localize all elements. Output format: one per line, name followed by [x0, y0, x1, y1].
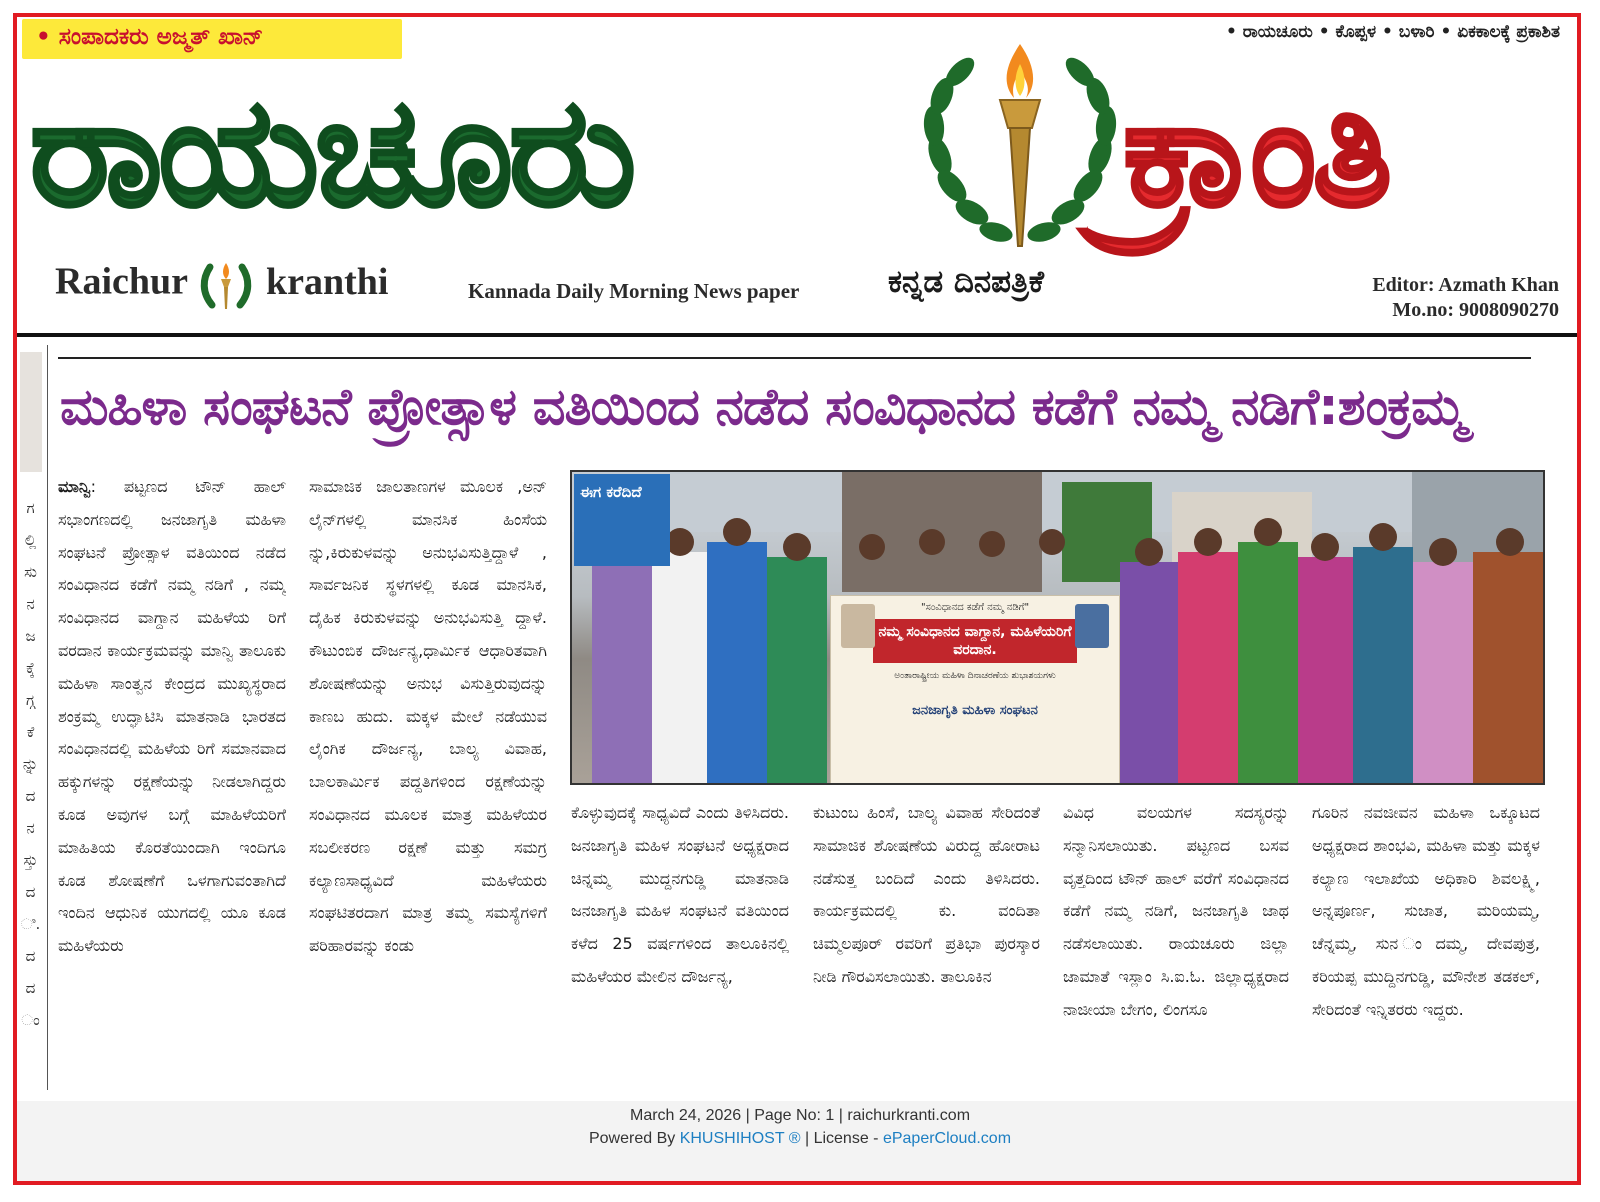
sliver-char: ಜ [25, 627, 36, 645]
latin-name-left: Raichur [55, 260, 188, 303]
article-column-3 [571, 797, 789, 1095]
tagline: Kannada Daily Morning News paper [468, 279, 800, 303]
article-column-2 [309, 471, 547, 1095]
license-label: | License - [800, 1130, 883, 1147]
powered-by-label: Powered By [588, 1130, 680, 1147]
sliver-char: ದ [25, 979, 36, 997]
column-2-text: ಸಾಮಾಜಿಕ ಜಾಲತಾಣಗಳ ಮೂಲಕ ,ಅನ್ ಲೈನ್‌ಗಳಲ್ಲಿ ಮಾನಸಿಕ ಹಿಂಸೆಯ ನ್ನು,ಕಿರುಕುಳವನ್ನು ಅನುಭವಿಸುತ್ತಿದ್ದಾಳೆ , ಸಾರ್ವಜನಿಕ ಸ್ಥಳಗಳಲ್ಲಿ ಕೂಡ ಮಾನಸಿಕ, ದೈಹಿಕ ಕಿರುಕುಳವನ್ನು ಅನುಭವಿಸುತ್ತಿ ದ್ದಾಳೆ. ಕೌಟುಂಬಿಕ ದೌರ್ಜನ್ಯ,ಧಾರ್ಮಿಕ ಆಧಾರಿತವಾಗಿ ಶೋಷಣೆಯನ್ನು ಅನುಭ ವಿಸುತ್ತಿರುವುದನ್ನು ಕಾಣಬ ಹುದು. ಮಕ್ಕಳ ಮೇಲೆ ನಡೆಯುವ ಲೈಂಗಿಕ ದೌರ್ಜನ್ಯ, ಬಾಲ್ಯ ವಿವಾಹ, ಬಾಲಕಾರ್ಮಿಕ ಪದ್ದತಿಗಳಿಂದ ರಕ್ಷಣೆಯನ್ನು ಸಂವಿಧಾನದ ಮೂಲಕ ಮಾತ್ರ ಮಹಿಳೆಯರ ಸಬಲೀಕರಣ ರಕ್ಷಣೆ ಮತ್ತು ಸಮಗ್ರ ಕಲ್ಯಾಣಸಾಧ್ಯವಿದೆ ಮಹಿಳೆಯರು ಸಂಘಟಿತರದಾಗ ಮಾತ್ರ ತಮ್ಮ ಸಮಸ್ಯೆಗಳಿಗೆ ಪರಿಹಾರವನ್ನು ಕಂಡು [309, 477, 547, 956]
sliver-char: ಗ್ಗ [26, 691, 35, 709]
epapercloud-link[interactable]: ePaperCloud.com [882, 1130, 1012, 1147]
sliver-char: ಲ್ಲಿ [24, 531, 37, 549]
editions-line: • ರಾಯಚೂರು • ಕೊಪ್ಪಳ • ಬಳಾರಿ • ಏಕಕಾಲಕ್ಕೆ ಪ್ರಕಾಶಿತ [1225, 22, 1560, 42]
banner-greeting: ಅಂತಾರಾಷ್ಟ್ರೀಯ ಮಹಿಳಾ ದಿನಾಚರಣೆಯ ಶುಭಾಶಯಗಳು [894, 671, 1056, 681]
column-1-text: : ಪಟ್ಟಣದ ಟೌನ್ ಹಾಲ್ ಸಭಾಂಗಣದಲ್ಲಿ ಜನಜಾಗೃತಿ ಮಹಿಳಾ ಸಂಘಟನೆ ಪ್ರೋತ್ಸಾಳ ವತಿಯಿಂದ ನಡೆದ ಸಂವಿಧಾನದ ಕಡೆಗೆ ನಮ್ಮ ನಡಿಗೆ , ನಮ್ಮ ಸಂವಿಧಾನದ ವಾಗ್ದಾನ ಮಹಿಳೆಯ ರಿಗೆ ವರದಾನ ಕಾರ್ಯಕ್ರಮವನ್ನು ಮಾನ್ವಿ ತಾಲೂಕು ಮಹಿಳಾ ಸಾಂತ್ವನ ಕೇಂದ್ರದ ಮುಖ್ಯಸ್ಥರಾದ ಶಂಕ್ರಮ್ಮ ಉದ್ಘಾಟಿಸಿ ಮಾತನಾಡಿ ಭಾರತದ ಸಂವಿಧಾನದಲ್ಲಿ ಮಹಿಳೆಯ ರಿಗೆ ಸಮಾನವಾದ ಹಕ್ಕುಗಳನ್ನು ರಕ್ಷಣೆಯನ್ನು ನೀಡಲಾಗಿದ್ದರು ಕೂಡ ಅವುಗಳ ಬಗ್ಗೆ ಮಾಹಿಳೆಯರಿಗೆ ಮಾಹಿತಿಯ ಕೊರತೆಯಿಂದಾಗಿ ಇಂದಿಗೂ ಕೂಡ ಶೋಷಣೆಗೆ ಒಳಗಾಗುವಂತಾಗಿದೆ ಇಂದಿನ ಆಧುನಿಕ ಯುಗದಲ್ಲಿ ಯೂ ಕೂಡ ಮಹಿಳೆಯರು [58, 477, 286, 956]
adjacent-photo-fragment [20, 352, 42, 472]
adjacent-text-fragment [17, 492, 44, 1036]
sliver-char: ಕೆ [26, 723, 35, 741]
article-column-4 [813, 797, 1040, 1095]
small-torch-icon [198, 257, 254, 313]
sliver-char: ಂ [21, 1011, 40, 1029]
banner-organization: ಜನಜಾಗೃತಿ ಮಹಿಳಾ ಸಂಘಟನ [912, 703, 1038, 718]
sliver-char: ನ [26, 819, 35, 837]
portrait-left [841, 604, 875, 648]
article-headline: ಮಹಿಳಾ ಸಂಘಟನೆ ಪ್ರೋತ್ಸಾಳ ವತಿಯಿಂದ ನಡೆದ ಸಂವಿಧಾನದ ಕಡೆಗೆ ನಮ್ಮ ನಡಿಗೆ:ಶಂಕ್ರಮ್ಮ [60, 378, 1466, 437]
photo-banner [830, 595, 1120, 785]
editor-name: Editor: Azmath Khan [1372, 274, 1559, 296]
editor-info [1372, 273, 1559, 323]
kannada-daily-label: ಕನ್ನಡ ದಿನಪತ್ರಿಕೆ [888, 264, 1044, 300]
editor-strip [22, 19, 402, 59]
adjacent-page-sliver [17, 350, 44, 1090]
article-column-1 [58, 471, 286, 1095]
article-column-5 [1063, 797, 1289, 1095]
khushihost-link[interactable]: KHUSHIHOST ® [679, 1130, 801, 1147]
editor-strip-text: • ಸಂಪಾದಕರು ಅಜ್ಮತ್ ಖಾನ್ [36, 24, 264, 50]
dateline: ಮಾನ್ವಿ [58, 477, 91, 496]
article-photo [570, 470, 1545, 785]
sliver-char: ದ [25, 947, 36, 965]
masthead-title-left: ರಾಯಚೂರು [30, 66, 633, 240]
banner-slogan: ನಮ್ಮ ಸಂವಿಧಾನದ ವಾಗ್ದಾನ, ಮಹಿಳೆಯರಿಗೆ ವರದಾನ. [873, 619, 1077, 663]
latin-nameplate [55, 257, 388, 313]
protest-sign: ಈಗ ಕರೆದಿದೆ [574, 474, 670, 566]
sliver-char: ಸು [24, 563, 37, 581]
torch-laurel-emblem [910, 36, 1130, 261]
sliver-char: ಕ್ಕೆ [26, 659, 35, 677]
sliver-char: ದ [25, 787, 36, 805]
footer-credits [0, 1130, 1600, 1148]
column-6-text: ಗೂರಿನ ನವಜೀವನ ಮಹಿಳಾ ಒಕ್ಕೂಟದ ಅಧ್ಯಕ್ಷರಾದ ಶಾಂಭವಿ, ಮಹಿಳಾ ಮತ್ತು ಮಕ್ಕಳ ಕಲ್ಯಾಣ ಇಲಾಖೆಯ ಅಧಿಕಾರಿ ಶಿವಲಕ್ಷ್ಮಿ, ಅನ್ನಪೂರ್ಣ, ಸುಜಾತ, ಮರಿಯಮ್ಮ, ಚೆನ್ನಮ್ಮ, ಸುನ ಂದಮ್ಮ, ದೇವಪುತ್ರ, ಕರಿಯಪ್ಪ ಮುದ್ದಿನಗುಡ್ಡಿ, ಮೌನೇಶ ತಡಕಲ್, ಸೇರಿದಂತೆ ಇನ್ನಿತರರು ಇದ್ದರು. [1312, 803, 1540, 1019]
masthead-rule [17, 333, 1577, 337]
portrait-right [1075, 604, 1109, 648]
sliver-char: ದ [25, 883, 36, 901]
sliver-char: ಗ [26, 499, 35, 517]
column-4-text: ಕುಟುಂಬ ಹಿಂಸೆ, ಬಾಲ್ಯ ವಿವಾಹ ಸೇರಿದಂತೆ ಸಾಮಾಜಿಕ ಶೋಷಣೆಯ ವಿರುದ್ದ ಹೋರಾಟ ನಡೆಸುತ್ತ ಬಂದಿದೆ ಎಂದು ತಿಳಿಸಿದರು. ಕಾರ್ಯಕ್ರಮದಲ್ಲಿ ಕು. ವಂದಿತಾ ಚಿಮ್ಮಲಪೂರ್ ರವರಿಗೆ ಪ್ರತಿಭಾ ಪುರಸ್ಕಾರ ನೀಡಿ ಗೌರವಿಸಲಾಯಿತು. ತಾಲೂಕಿನ [813, 803, 1040, 986]
banner-title: "ಸಂವಿಧಾನದ ಕಡೆಗೆ ನಮ್ಮ ನಡಿಗೆ" [920, 602, 1030, 613]
footer-date-page: March 24, 2026 | Page No: 1 | raichurkranti.com [629, 1107, 971, 1124]
sliver-char: ಸ್ತು [23, 851, 38, 869]
column-divider [47, 345, 48, 1090]
headline-rule [58, 357, 1531, 359]
editor-mobile: Mo.no: 9008090270 [1392, 299, 1559, 321]
latin-name-right: kranthi [266, 260, 389, 303]
sliver-char: ನ್ನು [22, 755, 39, 773]
column-5-text: ವಿವಿಧ ವಲಯಗಳ ಸದಸ್ಯರನ್ನು ಸನ್ಮಾನಿಸಲಾಯಿತು. ಪಟ್ಟಣದ ಬಸವ ವೃತ್ತದಿಂದ ಟೌನ್ ಹಾಲ್ ವರೆಗೆ ಸಂವಿಧಾನದ ಕಡೆಗೆ ನಮ್ಮ ನಡಿಗೆ, ಜನಜಾಗೃತಿ ಜಾಥ ನಡೆಸಲಾಯಿತು. ರಾಯಚೂರು ಜಿಲ್ಲಾ ಜಾಮಾತೆ ಇಸ್ಲಾಂ ಸಿ.ಐ.ಓ. ಜಿಲ್ಲಾಧ್ಯಕ್ಷರಾದ ನಾಜೀಯಾ ಬೇಗಂ, ಲಿಂಗಸೂ [1063, 803, 1289, 1019]
column-3-text: ಕೊಳ್ಳುವುದಕ್ಕೆ ಸಾಧ್ಯವಿದೆ ಎಂದು ತಿಳಿಸಿದರು. ಜನಜಾಗೃತಿ ಮಹಿಳ ಸಂಘಟನೆ ಅಧ್ಯಕ್ಷರಾದ ಚಿನ್ನಮ್ಮ ಮುದ್ದನಗುಡ್ಡಿ ಮಾತನಾಡಿ ಜನಜಾಗೃತಿ ಮಹಿಳ ಸಂಘಟನೆ ವತಿಯಿಂದ ಕಳೆದ 25 ವರ್ಷಗಳಿಂದ ತಾಲೂಕಿನಲ್ಲಿ ಮಹಿಳೆಯರ ಮೇಲಿನ ದೌರ್ಜನ್ಯ, [571, 803, 789, 986]
masthead-title-right: ಕ್ರಾಂತಿ [1123, 66, 1389, 240]
article-column-6 [1312, 797, 1540, 1095]
sliver-char: ಿ. [20, 915, 41, 933]
sliver-char: ನ [26, 595, 35, 613]
